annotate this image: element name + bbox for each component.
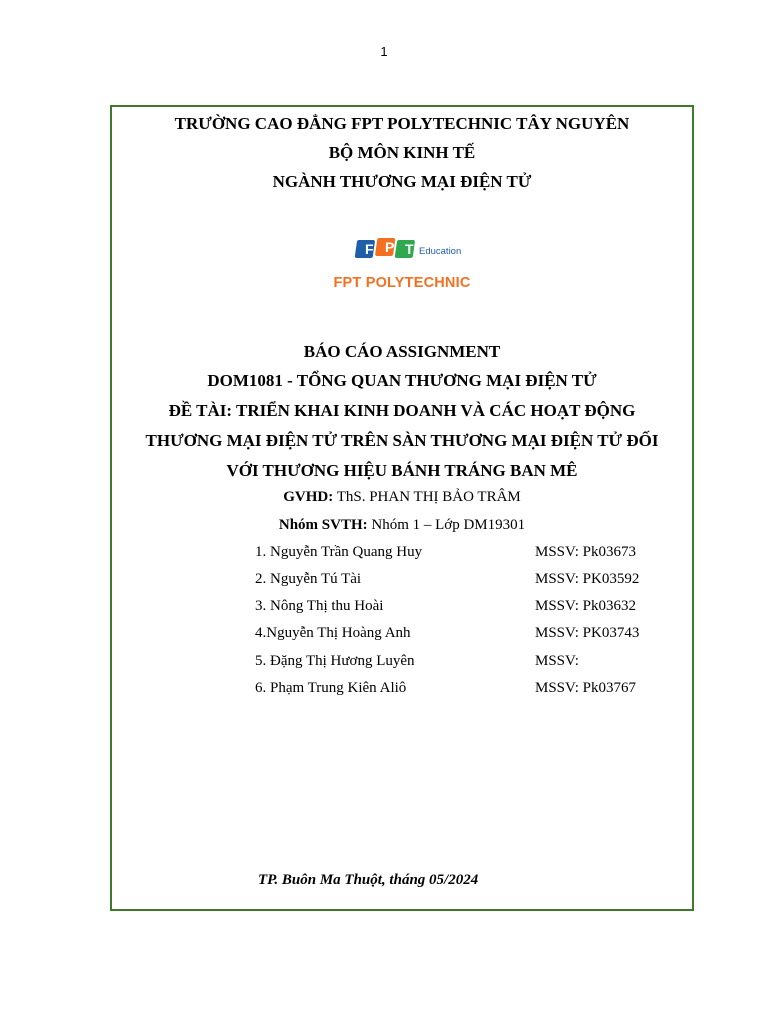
member-name-4: 4.Nguyễn Thị Hoàng Anh <box>255 625 411 641</box>
school-name: TRƯỜNG CAO ĐẲNG FPT POLYTECHNIC TÂY NGUYÊN <box>174 114 630 133</box>
member-name-1: 1. Nguyễn Trần Quang Huy <box>255 544 423 560</box>
group-value: Nhóm 1 – Lớp DM19301 <box>371 517 526 533</box>
group-label: Nhóm SVTH: <box>278 517 368 533</box>
member-id-2: MSSV: PK03592 <box>535 571 640 587</box>
topic-line-1: ĐỀ TÀI: TRIỂN KHAI KINH DOANH VÀ CÁC HOẠT ĐỘNG <box>168 401 636 420</box>
major-name: NGÀNH THƯƠNG MẠI ĐIỆN TỬ <box>272 172 532 191</box>
department-name: BỘ MÔN KINH TẾ <box>328 143 476 162</box>
topic-line-3: VỚI THƯƠNG HIỆU BÁNH TRÁNG BAN MÊ <box>226 461 578 480</box>
fpt-logo-mark <box>355 238 416 258</box>
member-id-6: MSSV: Pk03767 <box>535 680 637 696</box>
member-name-5: 5. Đặng Thị Hương Luyên <box>255 653 415 669</box>
member-id-5: MSSV: <box>535 653 579 669</box>
fpt-education-logo <box>356 234 462 264</box>
brand-name: FPT POLYTECHNIC <box>333 275 471 291</box>
advisor-label: GVHD: <box>283 489 334 505</box>
member-id-3: MSSV: Pk03632 <box>535 598 637 614</box>
report-title: BÁO CÁO ASSIGNMENT <box>303 342 501 361</box>
advisor-value: ThS. PHAN THỊ BẢO TRÂM <box>336 489 521 505</box>
group-line <box>112 517 692 534</box>
member-name-3: 3. Nông Thị thu Hoài <box>255 598 384 614</box>
member-id-4: MSSV: PK03743 <box>535 625 640 641</box>
logo-letter-t: T <box>405 241 414 257</box>
member-id-1: MSSV: Pk03673 <box>535 544 637 560</box>
course-title: DOM1081 - TỔNG QUAN THƯƠNG MẠI ĐIỆN TỬ <box>207 371 597 390</box>
logo-suffix: Education <box>419 246 462 257</box>
member-name-6: 6. Phạm Trung Kiên Aliô <box>255 680 407 696</box>
member-name-2: 2. Nguyễn Tú Tài <box>255 571 362 587</box>
logo-letter-f: F <box>365 241 374 257</box>
advisor-line <box>112 489 692 506</box>
cover-frame <box>110 105 694 911</box>
topic-line-2: THƯƠNG MẠI ĐIỆN TỬ TRÊN SÀN THƯƠNG MẠI ĐIỆN TỬ ĐỐI <box>145 431 659 450</box>
page-number: 1 <box>380 44 388 59</box>
logo-letter-p: P <box>385 239 395 255</box>
place-date: TP. Buôn Ma Thuột, tháng 05/2024 <box>258 872 479 888</box>
